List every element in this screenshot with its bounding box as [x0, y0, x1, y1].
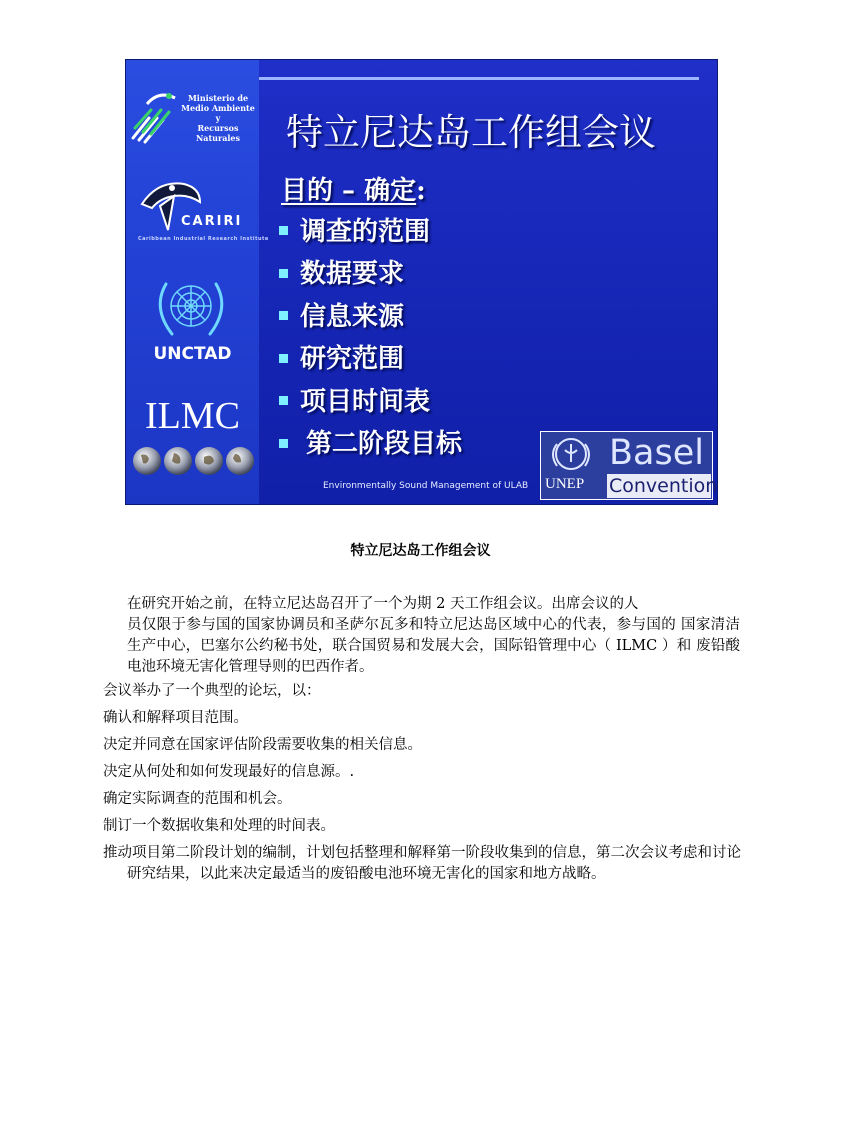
unctad-label: UNCTAD — [153, 344, 232, 364]
un-emblem-icon — [148, 274, 234, 342]
slide-title: 特立尼达岛工作组会议 — [286, 111, 656, 154]
square-bullet-icon — [279, 439, 288, 448]
slide-purpose-heading — [281, 170, 426, 207]
intro-paragraph — [127, 594, 740, 678]
intro-continuation: 员仅限于参与国的国家协调员和圣萨尔瓦多和特立尼达岛区域中心的代表，参与国的 国家清洁生产中心，巴塞尔公约秘书处，联合国贸易和发展大会，国际铅管理中心（ ILMC ）和 废铅酸电池环境无害化管理导则的巴西作者。 — [127, 617, 740, 675]
globes-icon — [132, 445, 256, 477]
slide-bullet: 信息来源 — [279, 293, 462, 336]
ministry-name: Ministerio de Medio Ambiente y Recursos Naturales — [181, 93, 255, 143]
basel-convention-logo — [540, 431, 718, 500]
unep-word: UNEP — [545, 476, 585, 492]
unep-emblem-icon — [545, 436, 597, 472]
convention-word: Convention — [609, 475, 718, 497]
meeting-purpose-list — [103, 681, 743, 892]
list-item: 确定实际调查的范围和机会。 — [103, 791, 292, 807]
presentation-slide — [125, 59, 718, 505]
slide-bullet: 数据要求 — [279, 251, 462, 294]
list-item: 制订一个数据收集和处理的时间表。 — [103, 818, 335, 834]
slide-bullet: 研究范围 — [279, 336, 462, 379]
slide-bullet: 项目时间表 — [279, 378, 462, 421]
slide-top-rule — [259, 77, 699, 80]
list-item: 会议举办了一个典型的论坛，以： — [103, 683, 321, 699]
square-bullet-icon — [279, 354, 288, 363]
square-bullet-icon — [279, 226, 288, 235]
slide-bullet: 调查的范围 — [279, 208, 462, 251]
list-item: 推动项目第二阶段计划的编制，计划包括整理和解释第一阶段收集到的信息，第二次会议考虑和讨论研究结果，以此来决定最适当的废铅酸电池环境无害化的国家和地方战略。 — [103, 845, 741, 882]
figure-caption: 特立尼达岛工作组会议 — [350, 543, 491, 559]
basel-word: Basel — [609, 433, 704, 473]
slide-bullet-list — [279, 208, 462, 463]
list-item: 决定从何处和如何发现最好的信息源。. — [103, 764, 355, 780]
slide-bullet: 第二阶段目标 — [279, 421, 462, 464]
square-bullet-icon — [279, 311, 288, 320]
list-item: 确认和解释项目范围。 — [103, 710, 248, 726]
intro-first-line: 在研究开始之前，在特立尼达岛召开了一个为期 2 天工作组会议。出席会议的人 — [127, 596, 639, 612]
square-bullet-icon — [279, 269, 288, 278]
ilmc-label: ILMC — [145, 395, 240, 437]
ministry-logo-icon — [129, 88, 179, 144]
square-bullet-icon — [279, 396, 288, 405]
cariri-subtitle: Caribbean Industrial Research Institute — [138, 236, 269, 242]
cariri-name: CARIRI — [181, 214, 243, 229]
purpose-colon: : — [416, 176, 426, 206]
slide-footer-text: Environmentally Sound Management of ULAB — [323, 481, 529, 491]
purpose-label: 目的 – 确定 — [281, 176, 417, 206]
list-item: 决定并同意在国家评估阶段需要收集的相关信息。 — [103, 737, 422, 753]
